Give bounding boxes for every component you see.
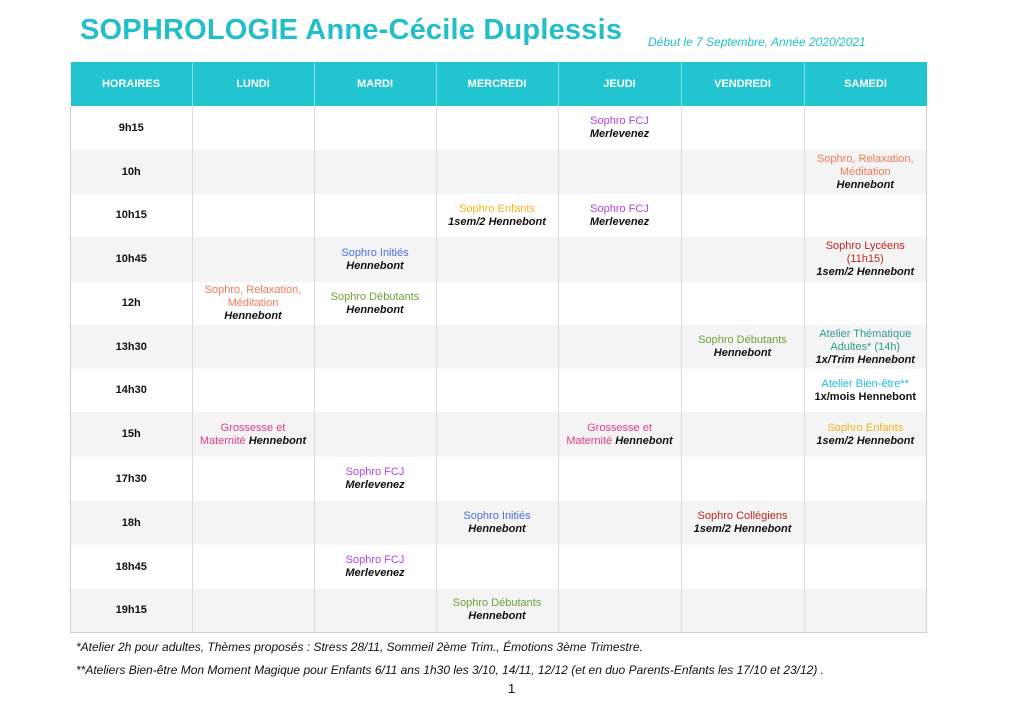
session-cell-vendredi (681, 545, 804, 589)
column-header-vendredi: VENDREDI (681, 62, 804, 106)
schedule-row (71, 282, 927, 325)
session-cell-samedi (804, 501, 927, 545)
session-cell-mardi (314, 325, 436, 369)
session-cell-jeudi (558, 457, 681, 501)
schedule-row (71, 194, 927, 237)
session-name: Sophro FCJ (345, 554, 405, 566)
session-cell-samedi (804, 412, 927, 457)
session-name: Maternité Hennebont (199, 434, 307, 447)
schedule-row (71, 589, 927, 632)
session-cell-jeudi (558, 412, 681, 457)
session-location: Hennebont (224, 310, 282, 322)
session-name: Sophro Débutants (698, 334, 787, 346)
session-cell-mercredi (436, 412, 558, 457)
session-cell-samedi (804, 237, 927, 282)
session-cell-jeudi (558, 150, 681, 194)
session-name: Adultes* (14h) (830, 340, 901, 353)
column-header-lundi: LUNDI (192, 62, 314, 106)
session-cell-samedi (804, 194, 927, 237)
session-name: Sophro Collégiens (697, 510, 788, 522)
column-header-jeudi: JEUDI (558, 62, 681, 106)
session-cell-mardi (314, 150, 436, 194)
session-cell-mercredi (436, 194, 558, 237)
session-cell-mercredi (436, 589, 558, 632)
session-cell-jeudi (558, 545, 681, 589)
session-cell-vendredi (681, 325, 804, 369)
session-cell-jeudi (558, 106, 681, 150)
session-cell-mercredi (436, 369, 558, 412)
session-cell-vendredi (681, 106, 804, 150)
session-cell-lundi (192, 589, 314, 632)
schedule-row (71, 412, 927, 457)
session-name: Sophro, Relaxation, (816, 152, 914, 165)
session-name: Sophro FCJ (345, 466, 405, 478)
session-cell-vendredi (681, 150, 804, 194)
schedule-table (70, 62, 927, 633)
session-cell-mardi (314, 501, 436, 545)
session-name: Atelier Bien-être** (821, 377, 909, 390)
session-cell-mardi (314, 412, 436, 457)
session-cell-samedi (804, 589, 927, 632)
page-subtitle: Début le 7 Septembre, Année 2020/2021 (648, 35, 866, 49)
session-cell-lundi (192, 194, 314, 237)
header-row (71, 62, 927, 106)
session-cell-samedi (804, 369, 927, 412)
session-cell-lundi (192, 545, 314, 589)
session-cell-mercredi (436, 237, 558, 282)
session-location: 1sem/2 Hennebont (693, 523, 792, 535)
session-cell-samedi (804, 150, 927, 194)
session-cell-lundi (192, 412, 314, 457)
session-cell-samedi (804, 282, 927, 325)
session-cell-lundi (192, 457, 314, 501)
schedule-row (71, 106, 927, 150)
time-cell: 12h (71, 282, 193, 325)
session-name: Sophro Lycéens (825, 240, 905, 252)
session-name: (11h15) (846, 253, 884, 265)
session-cell-samedi (804, 106, 927, 150)
session-cell-mardi (314, 457, 436, 501)
session-cell-mardi (314, 589, 436, 632)
session-cell-mercredi (436, 282, 558, 325)
session-location: 1sem/2 Hennebont (816, 266, 915, 278)
session-name: Sophro, Relaxation, (204, 284, 302, 296)
session-cell-lundi (192, 501, 314, 545)
session-cell-vendredi (681, 589, 804, 632)
session-name: Méditation (227, 297, 279, 309)
session-cell-lundi (192, 325, 314, 369)
session-cell-lundi (192, 106, 314, 150)
session-cell-mercredi (436, 545, 558, 589)
time-cell: 10h15 (71, 194, 193, 237)
column-header-samedi: SAMEDI (804, 62, 927, 106)
session-cell-vendredi (681, 412, 804, 457)
session-name: Atelier Thématique (819, 327, 912, 340)
session-cell-mardi (314, 237, 436, 282)
session-location: Hennebont (346, 259, 404, 272)
session-location: Merlevenez (589, 128, 650, 140)
session-name: Grossesse et (587, 421, 652, 434)
time-cell: 13h30 (71, 325, 193, 369)
session-location: Hennebont (836, 178, 894, 191)
session-cell-mercredi (436, 457, 558, 501)
session-cell-mercredi (436, 106, 558, 150)
session-location: Hennebont (468, 610, 526, 623)
column-header-horaires: HORAIRES (71, 62, 193, 106)
schedule-row (71, 150, 927, 194)
time-cell: 15h (71, 412, 193, 457)
schedule-row (71, 369, 927, 412)
session-cell-jeudi (558, 194, 681, 237)
session-cell-mercredi (436, 150, 558, 194)
time-cell: 18h (71, 501, 193, 545)
session-cell-vendredi (681, 282, 804, 325)
session-name: Maternité Hennebont (566, 434, 673, 447)
session-cell-lundi (192, 237, 314, 282)
session-location: Hennebont (612, 434, 673, 447)
session-location: Merlevenez (345, 479, 405, 491)
session-cell-samedi (804, 325, 927, 369)
session-cell-jeudi (558, 369, 681, 412)
schedule-row (71, 325, 927, 369)
footnote-2: **Ateliers Bien-être Mon Moment Magique pour Enfants 6/11 ans 1h30 les 3/10, 14/11, 12/12 (et en duo Parents-Enfants les 17/10 et 23/12) . (76, 663, 825, 677)
page-number: 1 (508, 681, 516, 696)
session-cell-mardi (314, 194, 436, 237)
session-name: Sophro Débutants (452, 597, 542, 610)
page-title: SOPHROLOGIE Anne-Cécile Duplessis (80, 14, 623, 46)
session-location: 1sem/2 Hennebont (816, 434, 915, 447)
session-cell-vendredi (681, 237, 804, 282)
session-name: Méditation (839, 165, 891, 178)
column-header-mardi: MARDI (314, 62, 436, 106)
session-cell-jeudi (558, 589, 681, 632)
session-name: Sophro Enfants (459, 202, 535, 215)
schedule-body (71, 106, 927, 632)
session-location: Merlevenez (589, 215, 650, 228)
session-cell-vendredi (681, 194, 804, 237)
column-header-mercredi: MERCREDI (436, 62, 558, 106)
footnote-1: *Atelier 2h pour adultes, Thèmes proposés : Stress 28/11, Sommeil 2ème Trim., Émotions 3ème Trimestre. (76, 640, 643, 654)
session-cell-mardi (314, 545, 436, 589)
session-cell-vendredi (681, 501, 804, 545)
session-name: Sophro FCJ (590, 202, 649, 215)
session-location: Hennebont (713, 347, 772, 359)
time-cell: 17h30 (71, 457, 193, 501)
session-location: 1x/mois Hennebont (814, 390, 916, 403)
session-cell-mardi (314, 282, 436, 325)
session-cell-jeudi (558, 282, 681, 325)
time-cell: 10h (71, 150, 193, 194)
session-location: 1x/Trim Hennebont (815, 353, 915, 366)
session-cell-lundi (192, 150, 314, 194)
schedule-row (71, 457, 927, 501)
session-location: Hennebont (468, 523, 526, 535)
session-cell-lundi (192, 282, 314, 325)
session-cell-jeudi (558, 237, 681, 282)
session-location: Merlevenez (345, 567, 405, 579)
session-cell-lundi (192, 369, 314, 412)
session-location: Hennebont (346, 303, 404, 316)
session-cell-mercredi (436, 325, 558, 369)
session-cell-jeudi (558, 325, 681, 369)
session-cell-mardi (314, 106, 436, 150)
session-name: Sophro FCJ (590, 115, 649, 127)
session-cell-jeudi (558, 501, 681, 545)
session-location: Hennebont (245, 434, 307, 447)
session-name: Grossesse et (220, 421, 286, 434)
time-cell: 14h30 (71, 369, 193, 412)
time-cell: 9h15 (71, 106, 193, 150)
session-cell-vendredi (681, 457, 804, 501)
session-name: Sophro Débutants (330, 290, 420, 303)
session-cell-samedi (804, 457, 927, 501)
schedule-row (71, 545, 927, 589)
time-cell: 19h15 (71, 589, 193, 632)
session-cell-samedi (804, 545, 927, 589)
time-cell: 10h45 (71, 237, 193, 282)
session-name: Sophro Enfants (827, 421, 904, 434)
session-name: Sophro Initiés (341, 246, 409, 259)
schedule-row (71, 501, 927, 545)
session-name: Sophro Initiés (463, 510, 531, 522)
session-cell-mardi (314, 369, 436, 412)
schedule-row (71, 237, 927, 282)
session-location: 1sem/2 Hennebont (448, 215, 546, 228)
session-cell-vendredi (681, 369, 804, 412)
session-cell-mercredi (436, 501, 558, 545)
time-cell: 18h45 (71, 545, 193, 589)
